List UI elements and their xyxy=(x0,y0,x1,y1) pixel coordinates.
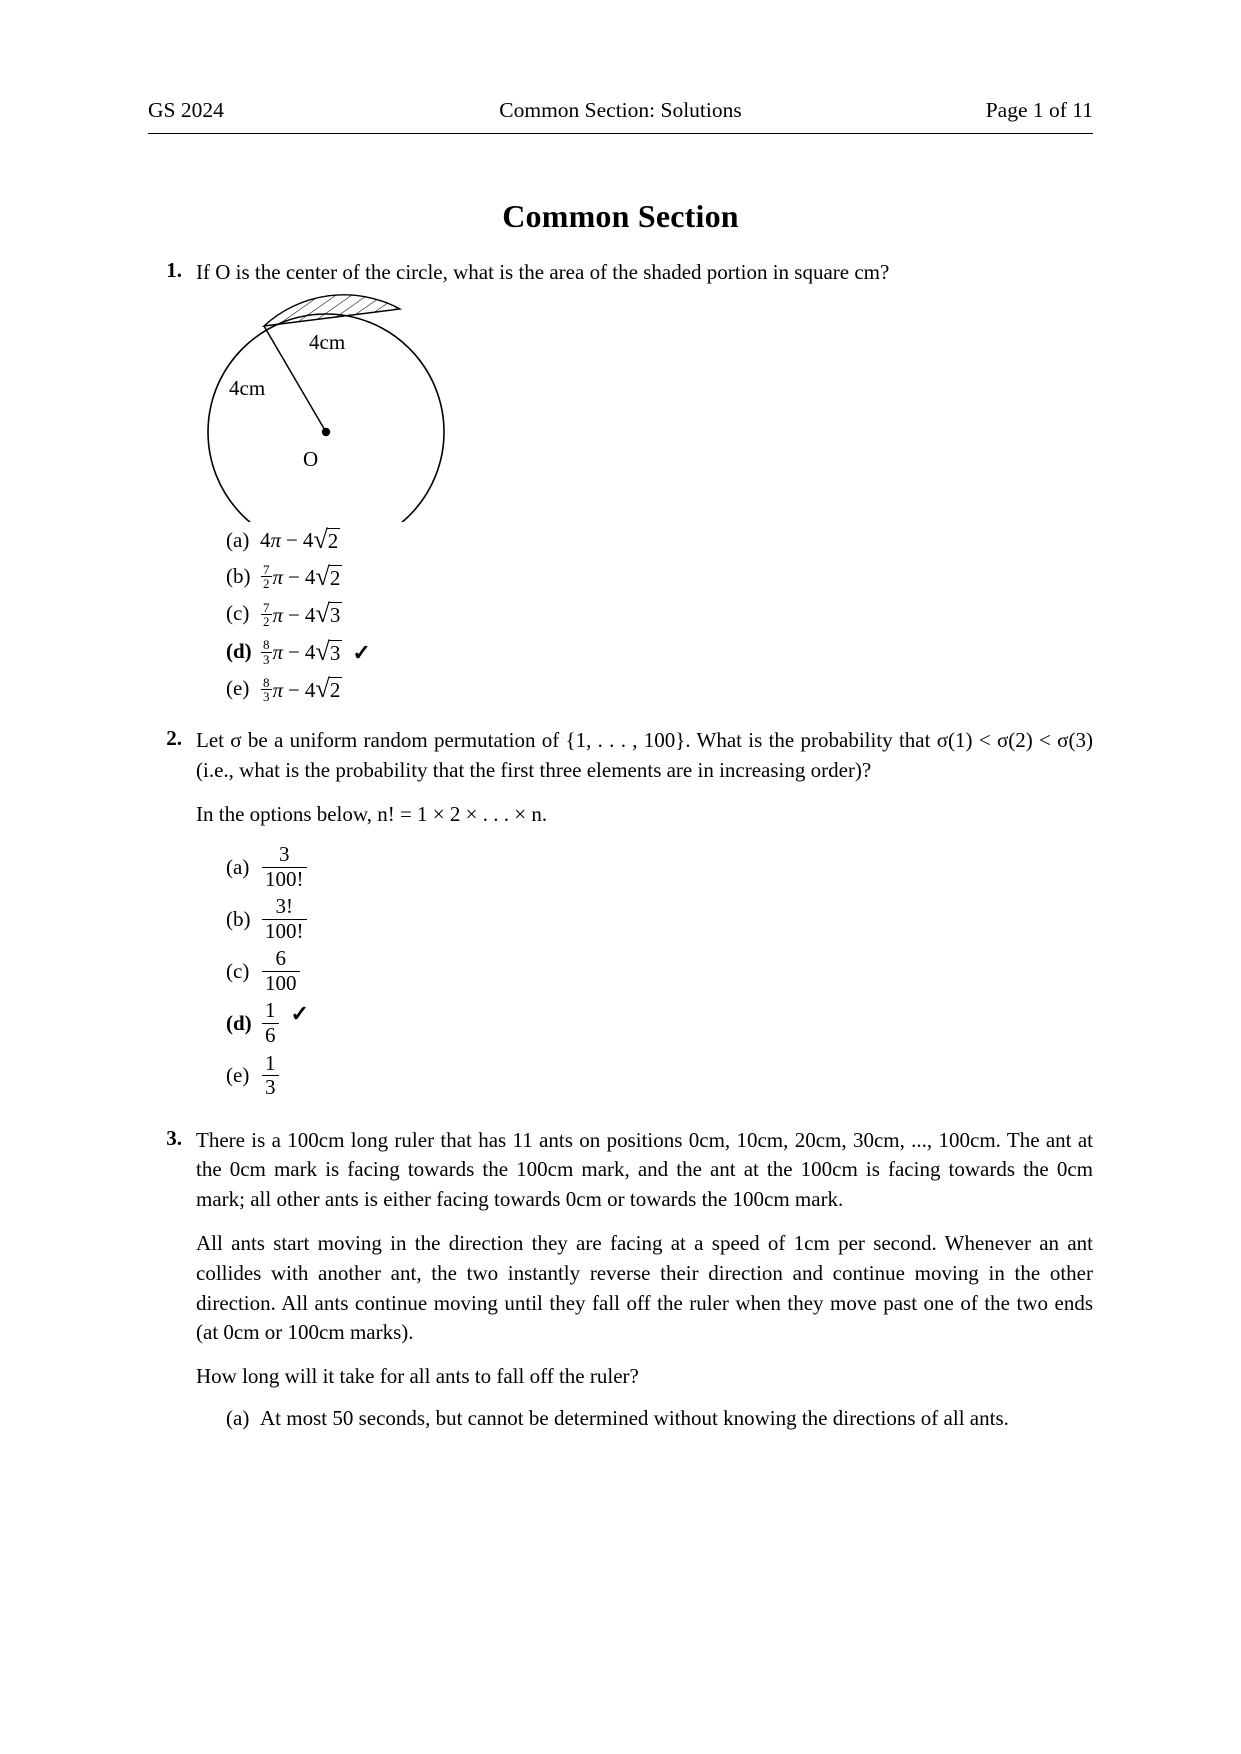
page-header xyxy=(148,98,1093,123)
option-2a-label: (a) xyxy=(226,854,250,879)
option-2d-value xyxy=(260,999,1093,1047)
question-list xyxy=(148,258,1093,1441)
option-2b-label: (b) xyxy=(226,906,251,931)
center-point xyxy=(322,428,330,436)
question-1-text: If O is the center of the circle, what is the area of the shaded portion in square cm? xyxy=(196,260,890,284)
option-2e-numerator: 1 xyxy=(265,1050,276,1075)
correct-answer-check-icon: ✓ xyxy=(352,639,371,665)
question-2 xyxy=(148,726,1093,1100)
option-1d-value: $\frac{8}{3}$ π − 4 √ 3 ✓ xyxy=(263,636,371,667)
radius-length-label: 4cm xyxy=(229,375,266,400)
option-3a-value: At most 50 seconds, but cannot be determined without knowing the directions of all ants. xyxy=(260,1406,1009,1431)
option-2b[interactable] xyxy=(196,895,1093,943)
question-2-note: In the options below, n! = 1 × 2 × . . . × n. xyxy=(196,801,548,826)
option-1c[interactable] xyxy=(196,601,1093,629)
question-3-number: 3. xyxy=(166,1125,182,1150)
question-2-options xyxy=(196,843,1093,1099)
option-2b-denominator: 100! xyxy=(262,919,307,944)
center-label: O xyxy=(303,446,319,471)
option-1b-value: $\frac{7}{2}$ π − 4 √ 2 xyxy=(263,561,341,592)
option-1b[interactable] xyxy=(196,561,1093,592)
header-right-label: Page 1 of 11 xyxy=(985,98,1093,122)
option-1c-label: (c) xyxy=(226,601,250,626)
correct-answer-check-icon: ✓ xyxy=(290,1001,309,1027)
option-2c-numerator: 6 xyxy=(275,946,286,971)
question-3-text-3: How long will it take for all ants to fall off the ruler? xyxy=(196,1364,639,1389)
header-center-label: Common Section: Solutions xyxy=(499,98,742,122)
question-3-options xyxy=(196,1406,1093,1431)
option-2d-label: (d) xyxy=(226,1010,252,1035)
option-2a-denominator: 100! xyxy=(262,867,307,892)
option-2c[interactable] xyxy=(196,947,1093,995)
circle-figure xyxy=(196,294,1141,522)
option-2d-numerator: 1 xyxy=(265,998,276,1023)
option-2d-denominator: 6 xyxy=(262,1023,279,1048)
question-1 xyxy=(148,258,1093,704)
option-1c-value: $\frac{7}{2}$ π − 4 √ 3 xyxy=(263,599,341,629)
question-3 xyxy=(148,1126,1093,1432)
option-2e[interactable] xyxy=(196,1052,1093,1100)
option-2e-value xyxy=(260,1052,1093,1100)
option-1e-value: $\frac{8}{3}$ π − 4 √ 2 xyxy=(263,674,341,705)
circle-diagram-svg xyxy=(196,294,596,522)
option-2b-value xyxy=(260,895,1093,943)
chord-length-label: 4cm xyxy=(309,329,346,354)
option-2a[interactable] xyxy=(196,843,1093,891)
option-2c-value xyxy=(260,947,1093,995)
option-1d-label: (d) xyxy=(226,638,252,663)
header-left-label: GS 2024 xyxy=(148,98,224,122)
option-1b-label: (b) xyxy=(226,563,251,588)
option-1e[interactable] xyxy=(196,676,1093,704)
option-2c-label: (c) xyxy=(226,958,250,983)
option-2b-numerator: 3! xyxy=(275,894,293,919)
option-2d[interactable] xyxy=(196,999,1093,1047)
option-2e-label: (e) xyxy=(226,1063,250,1088)
option-3a[interactable] xyxy=(196,1406,1093,1431)
question-2-number: 2. xyxy=(166,725,182,750)
option-2a-value xyxy=(260,843,1093,891)
question-1-number: 1. xyxy=(166,258,182,282)
option-3a-label: (a) xyxy=(226,1406,250,1431)
option-2e-denominator: 3 xyxy=(262,1075,279,1100)
question-1-options xyxy=(196,524,1093,705)
question-3-text-1: There is a 100cm long ruler that has 11 ants on positions 0cm, 10cm, 20cm, 30cm, ..., 100cm. The ant at the 0cm mark is facing towards the 100cm mark, and the ant at the 100cm is facing towards the 0cm mark; all other ants is either facing towards 0cm or towards the 100cm mark. xyxy=(196,1127,1093,1212)
option-1a-label: (a) xyxy=(226,527,250,552)
page-title: Common Section xyxy=(502,198,739,234)
option-2c-denominator: 100 xyxy=(262,971,300,996)
option-2a-numerator: 3 xyxy=(279,842,290,867)
option-1a-value: 4 π − 4 √ 2 xyxy=(260,524,339,554)
option-1e-label: (e) xyxy=(226,676,250,701)
option-1a[interactable] xyxy=(196,524,1093,554)
question-2-text: Let σ be a uniform random permutation of {1, . . . , 100}. What is the probability that σ(1) < σ(2) < σ(3) (i.e., what is the probability that the first three elements are in increasing order)? xyxy=(196,727,1093,782)
header-divider xyxy=(148,133,1093,134)
question-3-text-2: All ants start moving in the direction they are facing at a speed of 1cm per second. Whenever an ant collides with another ant, the two instantly reverse their direction and continue moving in the other direction. All ants continue moving until they fall off the ruler when they move past one of the two ends (at 0cm or 100cm marks). xyxy=(196,1230,1093,1345)
option-1d[interactable] xyxy=(196,636,1093,667)
